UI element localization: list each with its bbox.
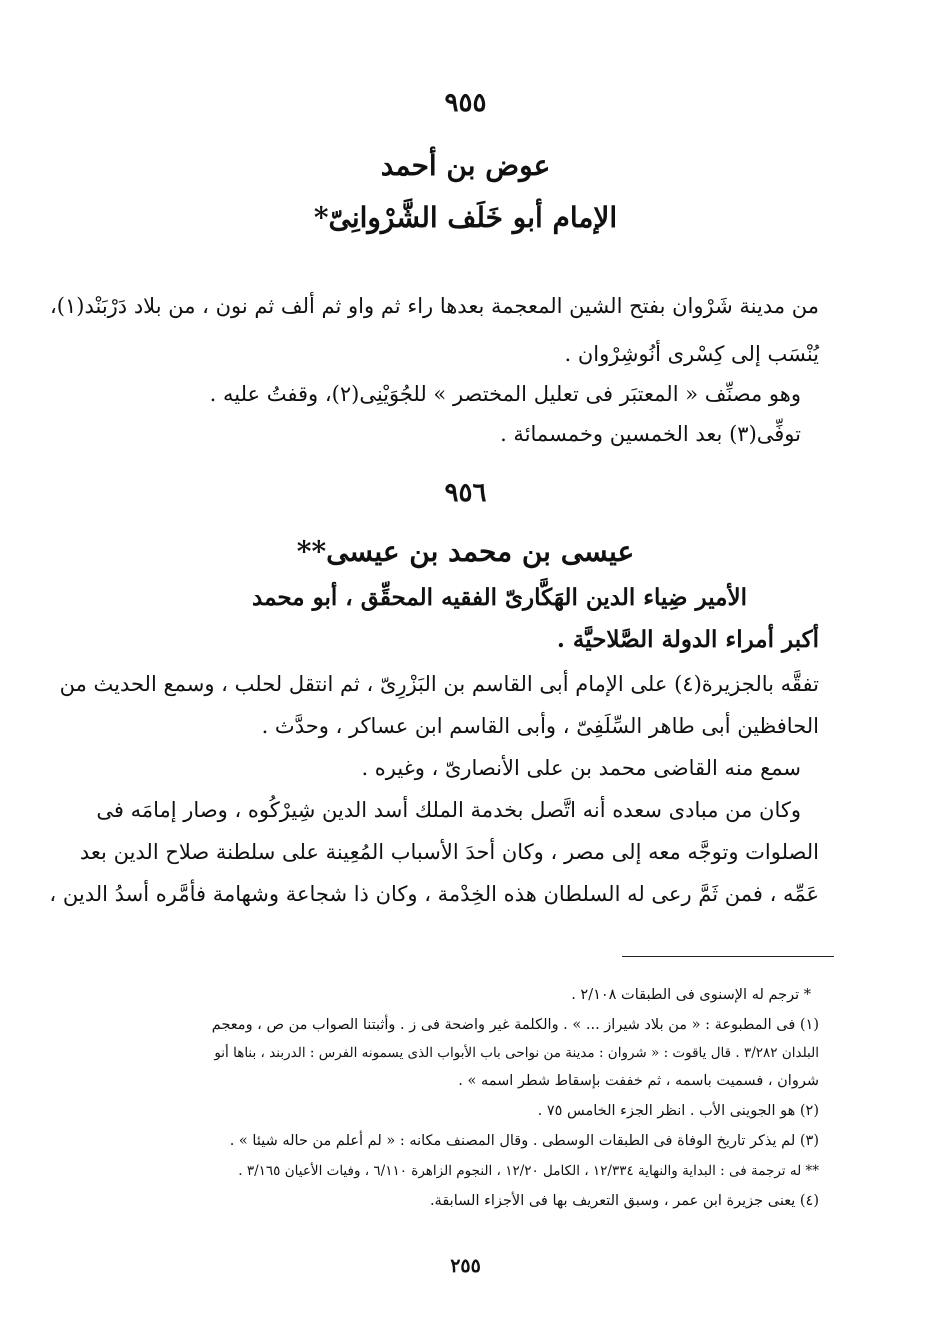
entry-subtitle: الأمير ضِياء الدين الهَكَّارىّ الفقيه المحقِّق ، أبو محمد xyxy=(252,584,747,611)
body-line: من مدينة شَرْوان بفتح الشين المعجمة بعدها راء ثم واو ثم ألف ثم نون ، من بلاد دَرْبَنْد(١)، xyxy=(50,294,819,318)
page-number: ٢٥٥ xyxy=(450,1255,481,1277)
entry-name: عيسى بن محمد بن عيسى** xyxy=(296,535,635,568)
body-line: يُنْسَب إلى كِسْرى أنُوشِرْوان . xyxy=(564,342,819,366)
body-line: تفقَّه بالجزيرة(٤) على الإمام أبى القاسم بن البَزْرِىّ ، ثم انتقل لحلب ، وسمع الحديث من xyxy=(59,672,819,696)
body-line: وهو مصنِّف « المعتبَر فى تعليل المختصر » للجُوَيْنِى(٢)، وقفتُ عليه . xyxy=(209,382,801,406)
entry-subtitle: الإمام أبو خَلَف الشَّرْوانِىّ* xyxy=(313,201,618,234)
entry-number: ٩٥٥ xyxy=(444,88,487,118)
footnote: (٢) هو الجوينى الأب . انظر الجزء الخامس ٧٥ . xyxy=(537,1103,819,1119)
body-line: الحافظين أبى طاهر السِّلَفِىّ ، وأبى القاسم ابن عساكر ، وحدَّث . xyxy=(261,714,819,738)
body-line: سمع منه القاضى محمد بن على الأنصارىّ ، وغيره . xyxy=(361,756,801,780)
body-line: وكان من مبادى سعده أنه اتَّصل بخدمة الملك أسد الدين شِيرْكُوه ، وصار إمامَه فى xyxy=(96,798,801,822)
entry-subtitle: أكبر أمراء الدولة الصَّلاحيَّة . xyxy=(556,626,819,653)
footnote: (٣) لم يذكر تاريخ الوفاة فى الطبقات الوسطى . وقال المصنف مكانه : « لم أعلم من حاله شيئا » . xyxy=(229,1133,819,1149)
entry-number: ٩٥٦ xyxy=(444,478,487,508)
footnote: ** له ترجمة فى : البداية والنهاية ١٢/٣٣٤ ، الكامل ١٢/٢٠ ، النجوم الزاهرة ٦/١١٠ ، وفيات الأعيان ٣/١٦٥ . xyxy=(238,1163,819,1179)
footnote: (٤) يعنى جزيرة ابن عمر ، وسبق التعريف بها فى الأجزاء السابقة. xyxy=(429,1193,819,1209)
footnote: (١) فى المطبوعة : « من بلاد شيراز ... » . والكلمة غير واضحة فى ز . وأثبتنا الصواب من ص ، ومعجم xyxy=(211,1017,819,1033)
footnotes xyxy=(112,0,819,1230)
footnote: شروان ، فسميت باسمه ، ثم خففت بإسقاط شطر اسمه » . xyxy=(458,1073,819,1089)
body-line: الصلوات وتوجَّه معه إلى مصر ، وكان أحدَ الأسباب المُعِينة على سلطنة صلاح الدين بعد xyxy=(79,840,819,864)
footnote: البلدان ٣/٢٨٢ . قال ياقوت : « شروان : مدينة من نواحى باب الأبواب الذى يسمونه الفرس : الدربند ، بناها أنو xyxy=(214,1045,819,1061)
body-line: عَمِّه ، فمن ثَمَّ رعى له السلطان هذه الخِدْمة ، وكان ذا شجاعة وشهامة فأمَّره أسدُ الدين ، xyxy=(49,882,819,906)
body-line: توفِّى(٣) بعد الخمسين وخمسمائة . xyxy=(500,422,801,446)
footnote: * ترجم له الإسنوى فى الطبقات ٢/١٠٨ . xyxy=(571,987,811,1003)
entry-name: عوض بن أحمد xyxy=(380,149,551,182)
